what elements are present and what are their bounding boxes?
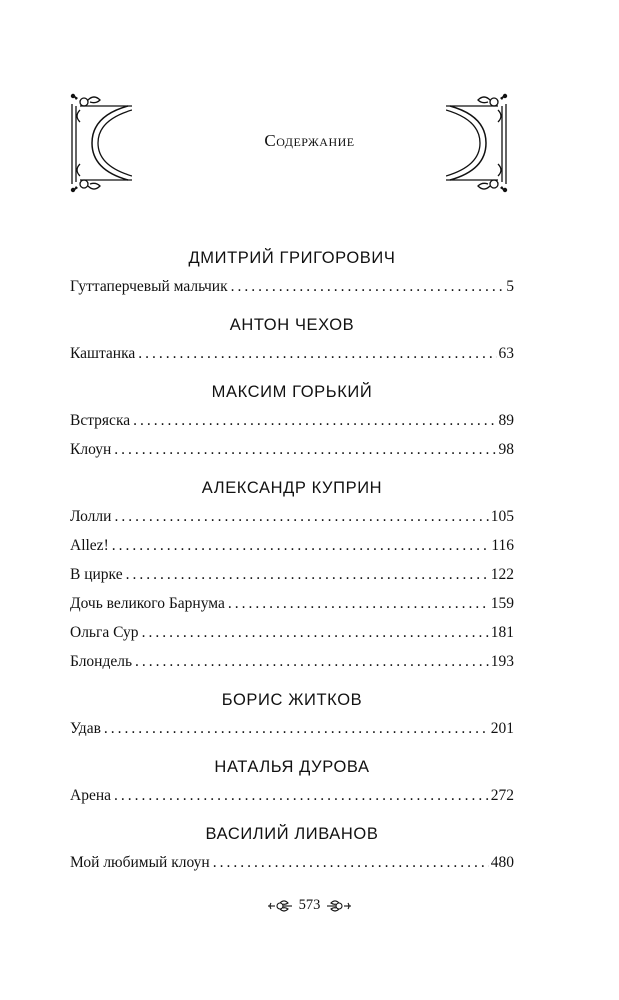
table-of-contents — [70, 244, 514, 877]
entry-title: Ольга Сур — [70, 624, 139, 641]
entry-title: В цирке — [70, 566, 123, 583]
page-number: 573 — [298, 897, 321, 913]
entry-page: 159 — [490, 595, 514, 612]
entry-title: Каштанка — [70, 345, 136, 362]
toc-entry[interactable] — [70, 560, 514, 589]
entry-title: Клоун — [70, 441, 112, 458]
entry-title: Мой любимый клоун — [70, 854, 210, 871]
dot-leader — [138, 339, 496, 368]
entry-page: 98 — [498, 441, 514, 458]
entry-page: 89 — [498, 412, 514, 429]
dot-leader — [213, 848, 489, 877]
entry-title: Блондель — [70, 653, 133, 670]
entry-page: 116 — [491, 537, 514, 554]
entry-title: Гуттаперчевый мальчик — [70, 278, 228, 295]
entry-page: 480 — [490, 854, 514, 871]
entry-page: 201 — [490, 720, 514, 737]
author-heading: ДМИТРИЙ ГРИГОРОВИЧ — [188, 249, 396, 267]
dot-leader — [114, 781, 489, 810]
toc-entry[interactable] — [70, 406, 514, 435]
entry-title: Встряска — [70, 412, 131, 429]
dot-leader — [112, 531, 490, 560]
dot-leader — [228, 589, 489, 618]
toc-entry[interactable] — [70, 339, 514, 368]
toc-entry[interactable] — [70, 848, 514, 877]
toc-entry[interactable] — [70, 647, 514, 676]
entry-page: 181 — [490, 624, 514, 641]
flourish-left-icon — [267, 899, 293, 913]
author-heading: БОРИС ЖИТКОВ — [221, 691, 363, 709]
entry-page: 105 — [490, 508, 514, 525]
dot-leader — [142, 618, 489, 647]
entry-page: 5 — [506, 278, 514, 295]
dot-leader — [126, 560, 489, 589]
author-heading: НАТАЛЬЯ ДУРОВА — [214, 758, 370, 776]
entry-page: 193 — [490, 653, 514, 670]
toc-entry[interactable] — [70, 272, 514, 301]
dot-leader — [133, 406, 496, 435]
entry-title: Лолли — [70, 508, 112, 525]
author-heading: МАКСИМ ГОРЬКИЙ — [211, 383, 373, 401]
toc-entry[interactable] — [70, 531, 514, 560]
toc-entry[interactable] — [70, 502, 514, 531]
entry-title: Арена — [70, 787, 111, 804]
entry-page: 63 — [498, 345, 514, 362]
flourish-right-icon — [326, 899, 352, 913]
toc-entry[interactable] — [70, 589, 514, 618]
entry-page: 272 — [490, 787, 514, 804]
dot-leader — [114, 435, 496, 464]
toc-entry[interactable] — [70, 781, 514, 810]
page-footer — [0, 897, 619, 914]
author-heading: АНТОН ЧЕХОВ — [229, 316, 355, 334]
dot-leader — [231, 272, 505, 301]
dot-leader — [135, 647, 489, 676]
toc-entry[interactable] — [70, 435, 514, 464]
author-heading: ВАСИЛИЙ ЛИВАНОВ — [205, 825, 379, 843]
toc-entry[interactable] — [70, 714, 514, 743]
dot-leader — [104, 714, 489, 743]
entry-title: Удав — [70, 720, 101, 737]
entry-title: Дочь великого Барнума — [70, 595, 225, 612]
dot-leader — [114, 502, 488, 531]
toc-entry[interactable] — [70, 618, 514, 647]
entry-title: Allez! — [70, 537, 109, 554]
author-heading: АЛЕКСАНДР КУПРИН — [201, 479, 383, 497]
page-title: Содержание — [264, 131, 355, 150]
entry-page: 122 — [490, 566, 514, 583]
